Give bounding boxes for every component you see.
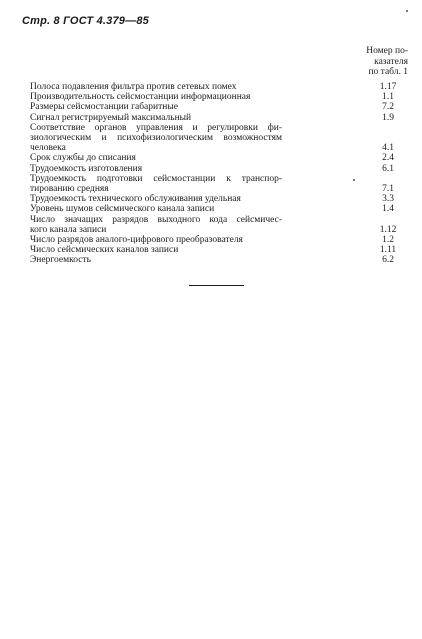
entry-index-number: 3.3 [382,194,394,205]
entry-index-number: 4.1 [382,143,394,154]
entry-index-number: 1.4 [382,204,394,215]
index-entry [30,92,408,102]
entry-name [30,113,282,123]
column-header-line: Номер по- [366,46,408,56]
entry-index-number: 6.1 [382,163,394,174]
entry-name-line: Соответствие органов управления и регулировки фи- [30,122,282,133]
entry-name [30,194,282,204]
entry-name-line: Размеры сейсмостанции габаритные [30,102,178,113]
column-header-line: казателя [374,56,408,67]
entry-name [30,153,282,163]
index-entry [30,123,408,154]
index-entry [30,174,408,194]
entry-index-number: 2.4 [382,153,394,164]
entry-name-line: Энергоемкость [30,255,91,266]
entry-name-line: зиологическим и психофизиологическим возможностям [30,133,282,144]
entry-name-line: Число разрядов аналого-цифрового преобразователя [30,235,243,246]
column-header-line: по табл. 1 [368,67,408,78]
entry-name [30,245,282,255]
entry-index-number: 7.2 [382,102,394,113]
index-entry [30,113,408,123]
entry-name [30,204,282,214]
entry-name-line: Производительность сейсмостанции информационная [30,92,251,103]
entry-index-number: 1.2 [382,235,394,246]
entry-index-number: 1.9 [382,112,394,123]
index-entry [30,194,408,204]
index-entry [30,164,408,174]
entry-index-number: 1.12 [379,224,397,235]
entry-name-line: Число значащих разрядов выходного кода сейсмичес- [30,214,282,225]
entry-name-line: кого канала записи [30,224,107,235]
entry-name [30,174,282,194]
entry-name [30,92,282,102]
index-entry [30,245,408,255]
entry-name [30,215,282,235]
index-entry [30,82,408,92]
index-entry [30,255,408,265]
index-entry [30,153,408,163]
entry-name-line: Трудоемкость подготовки сейсмостанции к транспор- [30,173,282,184]
index-entry [30,215,408,235]
print-speck [406,10,408,12]
entry-name [30,255,282,265]
entry-name [30,102,282,112]
print-speck [353,179,355,181]
entry-name-line: Трудоемкость изготовления [30,163,143,174]
index-list [30,82,408,266]
entry-index-number: 1.11 [379,245,397,256]
entry-name-line: Полоса подавления фильтра против сетевых помех [30,82,237,92]
entry-name-line: человека [30,143,66,154]
entry-name-line: Число сейсмических каналов записи [30,245,179,256]
entry-name-line: Трудоемкость технического обслуживания удельная [30,194,241,205]
entry-index-number: 1.17 [379,82,397,92]
entry-name-line: тированию средняя [30,184,109,195]
entry-name [30,123,282,154]
entry-name [30,164,282,174]
entry-name-line: Сигнал регистрируемый максимальный [30,112,192,123]
entry-name-line: Срок службы до списания [30,153,136,164]
entry-name [30,82,282,92]
index-entry [30,235,408,245]
index-entry [30,102,408,112]
entry-index-number: 1.1 [382,92,394,103]
column-header [346,46,408,78]
index-entry [30,204,408,214]
entry-index-number: 6.2 [382,255,394,266]
entry-name-line: Уровень шумов сейсмического канала записи [30,204,215,215]
entry-name [30,235,282,245]
page-header: Стр. 8 ГОСТ 4.379—85 [22,15,149,27]
end-rule [189,285,244,286]
entry-index-number: 7.1 [382,184,394,195]
